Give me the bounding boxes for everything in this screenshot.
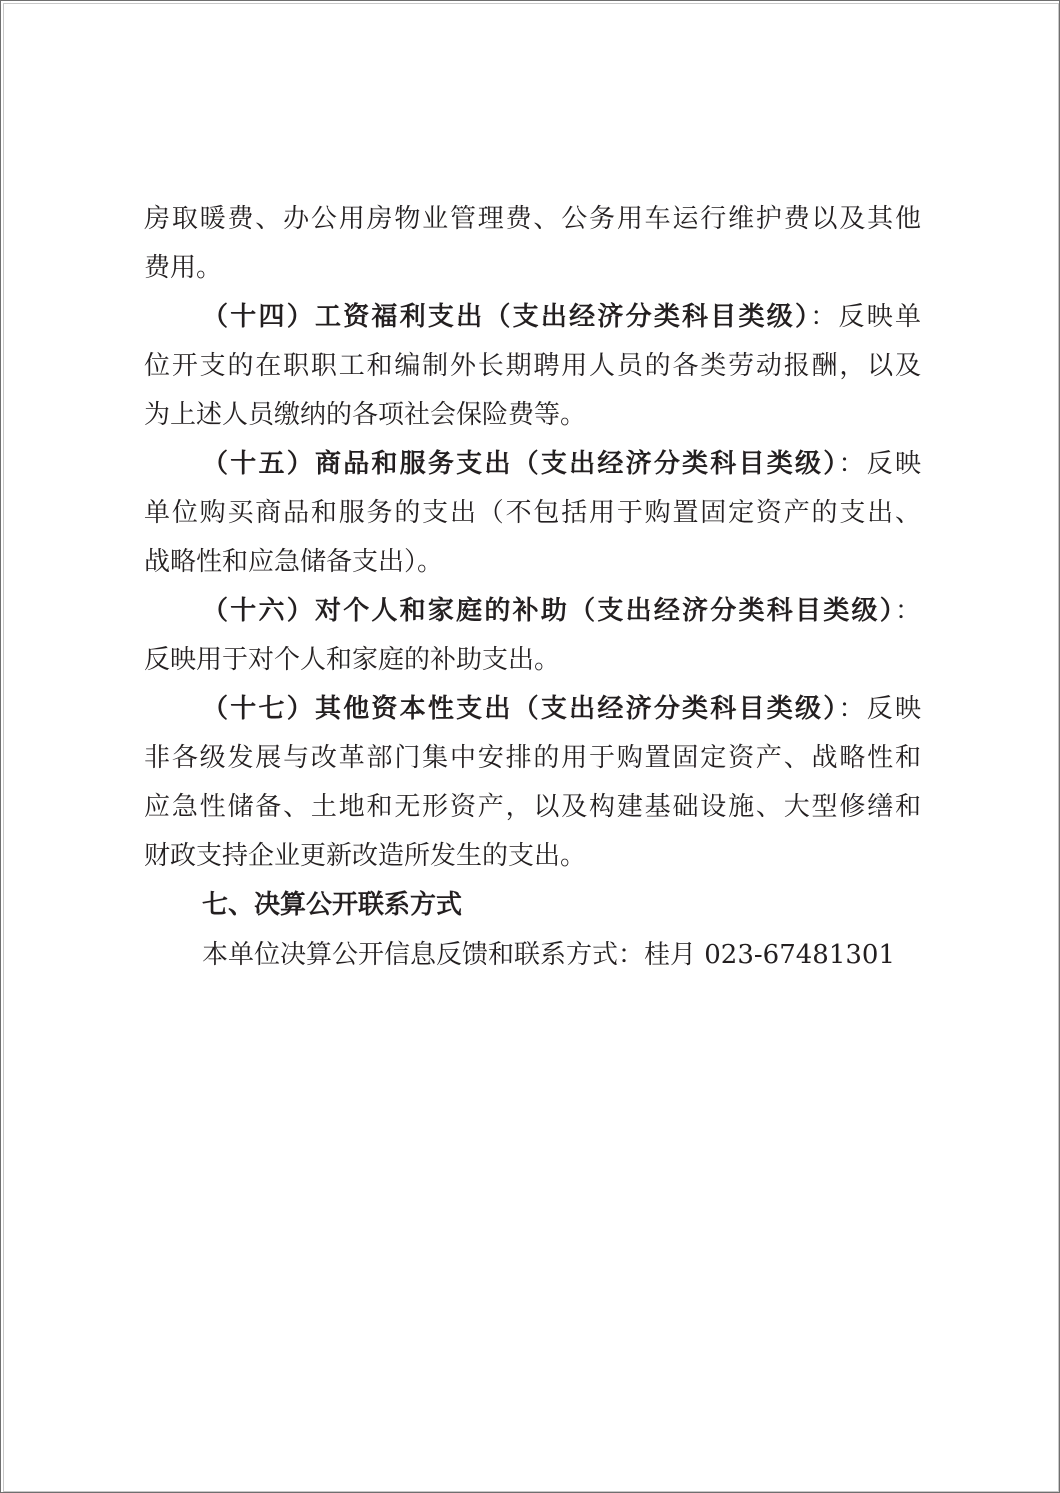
item-17-first-line <box>144 685 921 734</box>
contact-info: 本单位决算公开信息反馈和联系方式：桂月 023-67481301 <box>202 940 896 970</box>
item-15-lead-text: ：反映 <box>838 449 921 479</box>
document-body <box>144 195 921 980</box>
item-17-lead-text: ：反映 <box>838 694 921 724</box>
item-14-first-line <box>144 293 921 342</box>
item-16-first-line <box>144 587 921 636</box>
item-16-heading: （十六）对个人和家庭的补助（支出经济分类科目类级） <box>202 596 895 626</box>
section-7-title: 七、决算公开联系方式 <box>202 890 463 920</box>
paragraph-line: 财政支持企业更新改造所发生的支出。 <box>144 841 587 871</box>
paragraph-line: 反映用于对个人和家庭的补助支出。 <box>144 645 561 675</box>
paragraph-line: 为上述人员缴纳的各项社会保险费等。 <box>144 400 587 430</box>
item-16-lead-text: ： <box>894 596 921 626</box>
item-17-heading: （十七）其他资本性支出（支出经济分类科目类级） <box>202 694 839 724</box>
paragraph-line: 费用。 <box>144 253 223 283</box>
paragraph-line: 应急性储备、土地和无形资产，以及构建基础设施、大型修缮和 <box>144 792 921 822</box>
paragraph-line: 房取暖费、办公用房物业管理费、公务用车运行维护费以及其他 <box>144 204 921 234</box>
paragraph-line: 战略性和应急储备支出）。 <box>144 547 444 577</box>
paragraph-line: 单位购买商品和服务的支出（不包括用于购置固定资产的支出、 <box>144 498 921 528</box>
item-15-heading: （十五）商品和服务支出（支出经济分类科目类级） <box>202 449 839 479</box>
paragraph-line: 非各级发展与改革部门集中安排的用于购置固定资产、战略性和 <box>144 743 921 773</box>
item-15-first-line <box>144 440 921 489</box>
item-14-heading: （十四）工资福利支出（支出经济分类科目类级） <box>202 302 811 332</box>
item-14-lead-text: ：反映单 <box>810 302 921 332</box>
paragraph-line: 位开支的在职职工和编制外长期聘用人员的各类劳动报酬，以及 <box>144 351 921 381</box>
